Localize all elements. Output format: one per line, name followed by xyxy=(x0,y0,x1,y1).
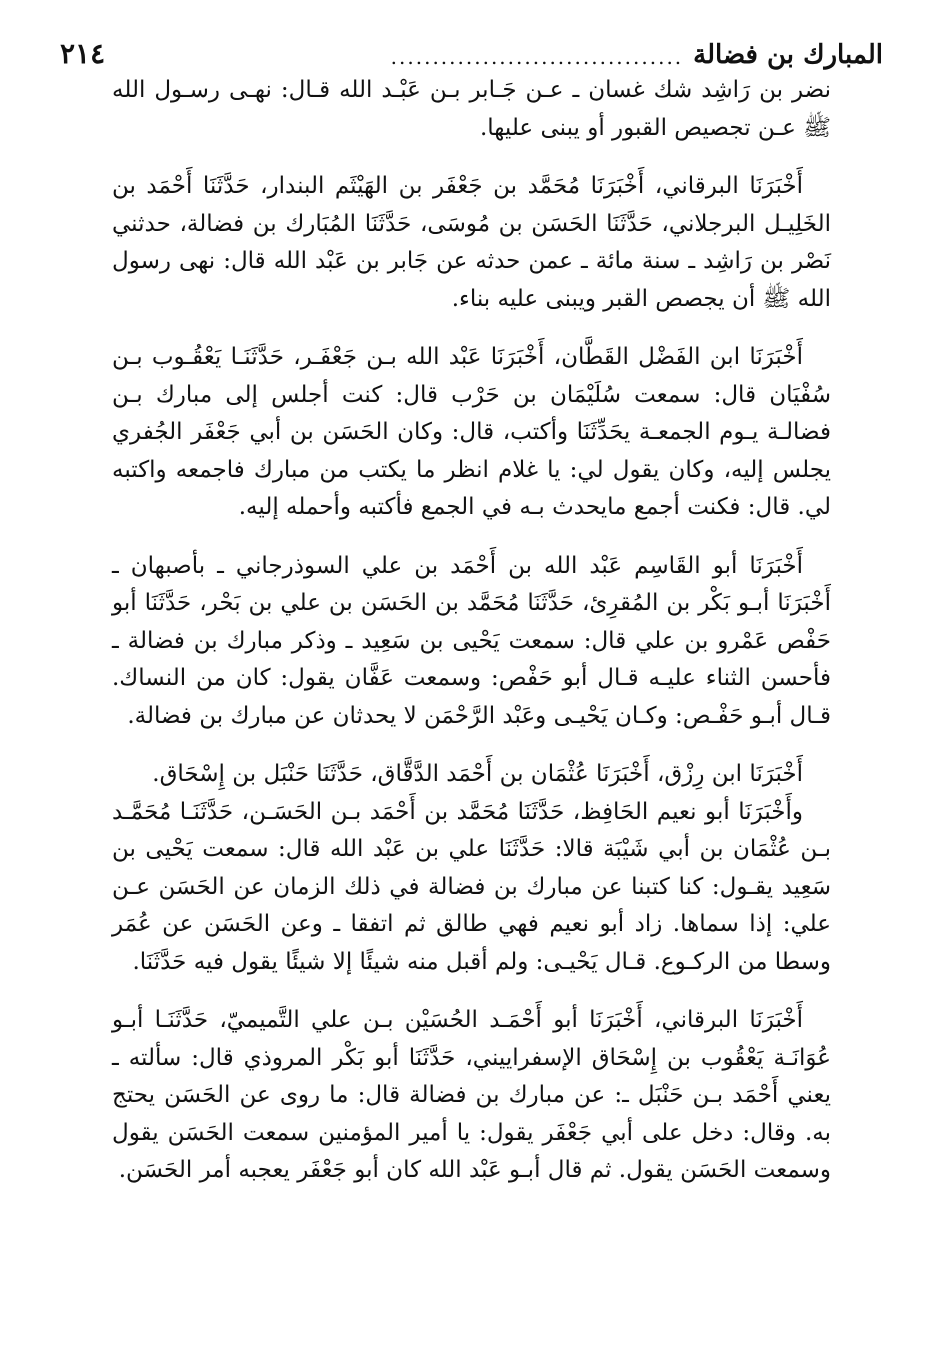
leader-dots: ................................... xyxy=(390,45,684,69)
paragraph: أَخْبَرَنَا البرقاني، أَخْبَرَنَا أبو أَحْمَـد الحُسَيْن بـن علي التَّميميّ، حَدَّثَنَـا أبـو عُوَانَـة يَعْقُوب بن إِسْحَاق الإسفراييني، حَدَّثَنَا أبو بَكْر المروذي قال: سألته ـ يعني أَحْمَد بـن حَنْبَل ـ: عن مبارك بن فضالة قال: ما روى عن الحَسَن يحتج به. وقال: دخل على أبي جَعْفَر يقول: يا أمير المؤمنين سمعت الحَسَن يقول وسمعت الحَسَن يقول. ثم قال أبـو عَبْد الله كان أبو جَعْفَر يعجبه أمر الحَسَن. xyxy=(112,1007,831,1183)
paragraph: نضر بن رَاشِد شك غسان ـ عـن جَـابر بـن عَبْـد الله قـال: نهـى رسـول الله ﷺ عـن تجصيص القبور أو يبنى عليها. xyxy=(112,77,831,141)
paragraph: أَخْبَرَنَا ابن الفَضْل القَطَّان، أَخْبَرَنَا عَبْد الله بـن جَعْفَـر، حَدَّثَنَـا يَعْقُـوب بـن سُفْيَان قال: سمعت سُلَيْمَان بن حَرْب قال: كنت أجلس إلى مبارك بـن فضالـة يـوم الجمعـة يحَدِّثَنَا وأكتب، قال: وكان الحَسَن بن أبي جَعْفَر الجُفري يجلس إليه، وكان يقول لي: يا غلام انظر ما يكتب من مبارك فاجمعه واكتبه لي. قال: فكنت أجمع مايحدث بـه في الجمع فأكتبه وأحمله إليه. xyxy=(112,344,831,520)
paragraph: أَخْبَرَنَا البرقاني، أَخْبَرَنَا مُحَمَّد بن جَعْفَر بن الهَيْثَم البندار، حَدَّثَنَا أَحْمَد بن الخَلِيـل البرجلاني، حَدَّثَنَا الحَسَن بن مُوسَى، حَدَّثَنَا المُبَارك بن فضالة، حدثني نَصْر بن رَاشِد ـ سنة مائة ـ عمن حدثه عن جَابر بن عَبْد الله قال: نهى رسول الله ﷺ أن يجصص القبر ويبنى عليه بناء. xyxy=(112,173,831,312)
page-number: ٢١٤ xyxy=(60,37,106,70)
running-title: المبارك بن فضالة xyxy=(693,40,883,70)
paragraph: وأَخْبَرَنَا أبو نعيم الحَافِظ، حَدَّثَنَا مُحَمَّد بن أَحْمَد بـن الحَسَـن، حَدَّثَنَـا مُحَمَّـد بـن عُثْمَان بن أبي شَيْبَة قالا: حَدَّثَنَا علي بن عَبْد الله قال: سمعت يَحْيى بن سَعِيد يقـول: كنا كتبنا عن مبارك بن فضالة في ذلك الزمان عن الحَسَن عـن علي: إذا سماها. زاد أبو نعيم فهي طالق ثم اتفقا ـ وعن الحَسَن عن عُمَر وسطا من الركـوع. قـال يَحْيـى: ولم أقبل منه شيئًا إلا شيئًا يقول فيه حَدَّثَنَا. xyxy=(112,798,831,975)
paragraph: أَخْبَرَنَا ابن رِزْق، أَخْبَرَنَا عُثْمَان بن أَحْمَد الدَّقَّاق، حَدَّثَنَا حَنْبَل بن إِسْحَاق. xyxy=(152,761,803,787)
page-header xyxy=(60,30,883,70)
paragraph: أَخْبَرَنَا أبو القَاسِم عَبْد الله بن أَحْمَد بن علي السوذرجاني ـ بأصبهان ـ أَخْبَرَنَا أبـو بَكْر بن المُقرِئ، حَدَّثَنَا مُحَمَّد بن الحَسَن بن علي بن بَحْر، حَدَّثَنَا أبو حَفْص عَمْرو بن علي قال: سمعت يَحْيى بن سَعِيد ـ وذكر مبارك بن فضالة ـ فأحسن الثناء عليـه قـال أبو حَفْص: وسمعت عَفَّان يقول: كان من النساك. قـال أبـو حَفْـص: وكـان يَحْيـى وعَبْد الرَّحْمَن لا يحدثان عن مبارك بن فضالة. xyxy=(112,552,831,729)
page-body xyxy=(112,72,831,1211)
